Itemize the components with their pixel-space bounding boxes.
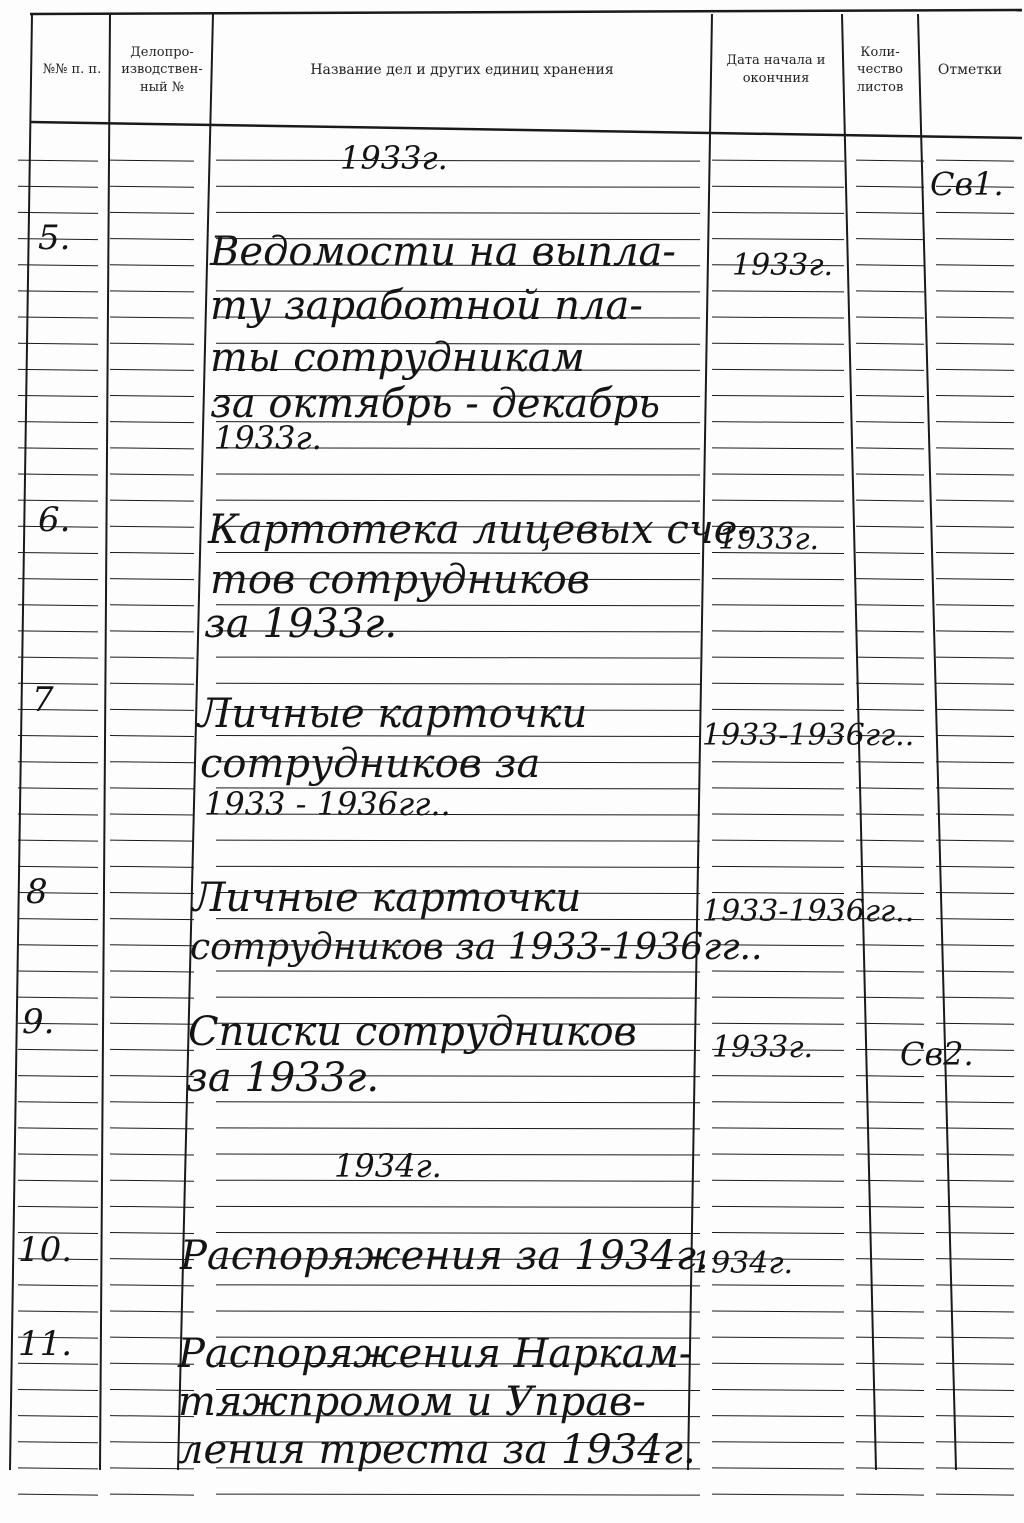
ruled-row-line [856,1311,924,1312]
ruled-row-line [712,160,844,161]
ruled-row-line [856,186,924,187]
ruled-row-line [712,369,844,370]
ruled-row-line [936,1416,1014,1417]
ruled-row-line [936,814,1014,815]
ruled-row-line [18,1128,98,1129]
ruled-row-line [712,1416,844,1417]
ruled-row-line [856,1180,924,1181]
ruled-row-line [936,369,1014,370]
ruled-row-line [712,840,844,841]
ruled-row-line [856,500,924,501]
ruled-row-line [18,291,98,292]
ruled-row-line [110,239,194,240]
year-heading-1934: 1934г. [334,1147,442,1185]
ruled-row-line [936,1468,1014,1469]
ruled-row-line [216,1154,700,1155]
ruled-row-line [712,239,844,240]
ruled-row-line [856,526,924,527]
ruled-row-line [110,265,194,266]
ruled-row-line [856,1494,924,1495]
ruled-row-line [856,631,924,632]
ruled-row-line [110,762,194,763]
ruled-row-line [110,552,194,553]
row-number: 5. [38,218,71,258]
ruled-row-line [936,265,1014,266]
ruled-row-line [110,788,194,789]
ruled-row-line [712,186,844,187]
ruled-row-line [18,814,98,815]
ruled-row-line [18,683,98,684]
ruled-row-line [712,474,844,475]
ruled-row-line [110,919,194,920]
row-title-line: за октябрь - декабрь [210,381,661,427]
ruled-row-line [18,605,98,606]
ruled-row-line [216,683,700,684]
ruled-row-line [856,396,924,397]
ruled-row-line [712,657,844,658]
ruled-row-line [936,892,1014,893]
ruled-row-line [18,396,98,397]
ruled-row-line [110,1285,194,1286]
ruled-row-line [712,1076,844,1077]
ruled-row-line [936,1206,1014,1207]
ruled-row-line [856,840,924,841]
ruled-row-line [856,1389,924,1390]
row-dates: 1933-1936гг.. [702,718,915,753]
ruled-row-line [216,500,700,501]
ruled-row-line [712,1128,844,1129]
ruled-row-line [856,683,924,684]
ruled-row-line [18,1416,98,1417]
ruled-row-line [936,709,1014,710]
row-dates: 1934г. [692,1246,794,1281]
ruled-row-line [110,1180,194,1181]
ruled-row-line [18,1049,98,1050]
ruled-row-line [110,212,194,213]
ruled-row-line [712,212,844,213]
ruled-row-line [856,1102,924,1103]
ruled-row-line [110,369,194,370]
ruled-row-line [18,631,98,632]
ruled-row-line [712,1180,844,1181]
ruled-row-line [216,657,700,658]
ruled-row-line [936,971,1014,972]
ruled-row-line [18,1311,98,1312]
row-title-line: Списки сотрудников [188,1009,637,1055]
ruled-row-line [856,291,924,292]
ruled-row-line [856,212,924,213]
ruled-row-line [936,448,1014,449]
ruled-row-line [18,422,98,423]
ruled-row-line [936,1389,1014,1390]
ruled-row-line [712,1311,844,1312]
ruled-row-line [712,343,844,344]
ruled-row-line [856,971,924,972]
row-number: 9. [22,1002,55,1042]
ruled-row-line [936,945,1014,946]
row-number: 7 [32,680,54,720]
ruled-row-line [712,500,844,501]
ruled-row-line [110,186,194,187]
row-notes: Св1. [930,165,1004,203]
ruled-row-line [856,448,924,449]
ruled-row-line [936,1102,1014,1103]
row-title-line: ления треста за 1934г. [178,1427,696,1473]
ruled-row-line [712,291,844,292]
ruled-row-line [712,866,844,867]
ruled-row-line [110,1206,194,1207]
ruled-row-line [712,1494,844,1495]
row-dates: 1933г. [732,248,834,283]
ruled-row-line [936,762,1014,763]
ruled-row-line [712,579,844,580]
row-title-line: тов сотрудников [210,557,590,603]
ruled-row-line [18,1102,98,1103]
ruled-row-line [712,1206,844,1207]
ruled-row-line [18,1442,98,1443]
ruled-row-line [18,1206,98,1207]
header-number: №№ п. п. [42,62,102,78]
row-title-line: 1933 - 1936гг.. [204,785,451,823]
ruled-row-line [712,605,844,606]
ruled-row-line [110,160,194,161]
ruled-row-line [856,160,924,161]
ruled-row-line [110,971,194,972]
row-title-line: Ведомости на выпла- [210,229,676,275]
ruled-row-line [18,448,98,449]
ruled-row-line [856,605,924,606]
ruled-row-line [712,448,844,449]
ruled-row-line [856,579,924,580]
ruled-row-line [856,1337,924,1338]
ruled-row-line [110,579,194,580]
ruled-row-line [110,500,194,501]
row-title-line: ту заработной пла- [210,283,643,329]
header-notes: Отметки [937,61,1003,78]
ruled-row-line [18,840,98,841]
column-divider [100,14,110,1470]
ruled-row-line [216,1180,700,1181]
ruled-row-line [712,814,844,815]
ruled-row-line [110,317,194,318]
ruled-row-line [110,343,194,344]
ruled-row-line [936,631,1014,632]
ruled-row-line [18,579,98,580]
ruled-row-line [18,1285,98,1286]
ruled-row-line [110,1102,194,1103]
row-dates: 1933-1936гг.. [702,894,915,929]
ruled-row-line [936,474,1014,475]
ruled-row-line [110,526,194,527]
ruled-row-line [110,892,194,893]
header-sheet-count: Коли- чество листов [856,44,904,95]
ruled-row-line [712,1102,844,1103]
ruled-row-line [18,945,98,946]
ruled-row-line [216,1285,700,1286]
ruled-row-line [936,291,1014,292]
ruled-row-line [18,657,98,658]
ruled-row-line [936,997,1014,998]
ruled-row-line [712,631,844,632]
ruled-row-line [856,762,924,763]
ruled-row-line [712,1442,844,1443]
ruled-row-line [18,317,98,318]
ruled-row-line [18,369,98,370]
ruled-row-line [856,945,924,946]
header-dates: Дата начала и окончния [726,53,826,86]
ruled-row-line [712,709,844,710]
row-number: 6. [38,500,71,540]
row-title-line: 1933г. [214,419,322,457]
ruled-row-line [712,1337,844,1338]
ruled-row-line [936,422,1014,423]
ruled-row-line [18,736,98,737]
ruled-row-line [18,343,98,344]
ruled-row-line [712,683,844,684]
ruled-row-line [936,736,1014,737]
ruled-row-line [110,396,194,397]
ruled-row-line [712,317,844,318]
row-title-line: сотрудников за [200,741,541,787]
ruled-row-line [110,1023,194,1024]
ruled-row-line [712,997,844,998]
row-number: 8 [26,872,48,912]
row-title-line: сотрудников за 1933-1936гг.. [190,927,763,968]
ruled-row-line [110,448,194,449]
ruled-row-line [110,291,194,292]
ruled-row-line [856,1468,924,1469]
ruled-row-line [936,919,1014,920]
ruled-row-line [936,500,1014,501]
ruled-row-line [856,1259,924,1260]
ruled-row-line [856,422,924,423]
ruled-row-line [936,1494,1014,1495]
column-divider [918,14,956,1470]
ruled-row-line [856,788,924,789]
ruled-row-line [936,396,1014,397]
ruled-row-line [110,1076,194,1077]
ruled-row-line [216,840,700,841]
ruled-row-line [936,317,1014,318]
ruled-row-line [110,997,194,998]
ruled-row-line [856,343,924,344]
ruled-row-line [856,1416,924,1417]
ruled-row-line [712,762,844,763]
ruled-row-line [856,552,924,553]
ruled-row-line [18,1389,98,1390]
ruled-row-line [18,1494,98,1495]
ruled-row-line [936,1233,1014,1234]
row-title-line: за 1933г. [204,601,398,647]
ruled-row-line [712,1233,844,1234]
ruled-row-line [18,709,98,710]
ruled-row-line [18,1180,98,1181]
ruled-row-line [110,683,194,684]
ruled-row-line [216,1128,700,1129]
ruled-row-line [110,866,194,867]
ruled-row-line [936,1311,1014,1312]
ruled-row-line [936,343,1014,344]
ruled-row-line [936,866,1014,867]
ruled-row-line [110,1049,194,1050]
ruled-row-line [856,369,924,370]
ruled-row-line [18,762,98,763]
ruled-row-line [856,866,924,867]
ruled-row-line [110,631,194,632]
ruled-row-line [936,840,1014,841]
ruled-row-line [18,265,98,266]
row-title-line: Распоряжения за 1934г. [180,1233,709,1279]
row-title-line: Личные карточки [192,875,582,921]
ruled-row-line [856,239,924,240]
ruled-row-line [18,474,98,475]
ruled-row-line [18,971,98,972]
ruled-row-line [18,1076,98,1077]
ruled-row-line [110,474,194,475]
ruled-row-line [856,1128,924,1129]
ruled-row-line [110,840,194,841]
ruled-row-line [936,526,1014,527]
ruled-row-line [856,1442,924,1443]
header-office-number: Делопро- изводствен- ный № [121,44,203,95]
ruled-row-line [936,239,1014,240]
ruled-row-line [110,736,194,737]
row-number: 10. [18,1230,73,1270]
ruled-row-line [216,1311,700,1312]
ruled-row-line [936,1442,1014,1443]
ruled-row-line [216,474,700,475]
ruled-row-line [936,605,1014,606]
ruled-row-line [18,1468,98,1469]
ruled-row-line [216,1494,700,1495]
ruled-row-line [18,788,98,789]
ruled-row-line [216,212,700,213]
ruled-row-line [712,396,844,397]
row-title-line: за 1933г. [186,1055,380,1101]
ruled-row-line [712,422,844,423]
ruled-row-line [856,474,924,475]
ruled-row-line [110,1154,194,1155]
ruled-row-line [936,212,1014,213]
header-title: Название дел и других единиц хранения [310,61,614,78]
year-heading-1933: 1933г. [340,139,448,177]
ruled-row-line [18,919,98,920]
ruled-row-line [110,709,194,710]
ruled-row-line [216,1206,700,1207]
ruled-row-line [856,317,924,318]
ruled-row-line [110,422,194,423]
ruled-row-line [856,1206,924,1207]
row-title-line: ты сотрудникам [210,335,585,381]
ruled-row-line [110,1494,194,1495]
ruled-row-line [110,605,194,606]
ruled-row-line [216,997,700,998]
row-notes: Св2. [900,1035,974,1073]
ruled-row-line [110,945,194,946]
ruled-row-line [216,160,700,161]
row-title-line: Личные карточки [198,691,588,737]
ruled-row-line [712,1154,844,1155]
ruled-row-line [712,1389,844,1390]
ruled-row-line [110,1128,194,1129]
ruled-row-line [936,552,1014,553]
ruled-row-line [936,1259,1014,1260]
ruled-row-line [936,1337,1014,1338]
ruled-row-line [936,657,1014,658]
row-title-line: Распоряжения Наркам- [178,1331,693,1377]
ruled-row-line [110,657,194,658]
ruled-row-line [936,683,1014,684]
ruled-row-line [856,657,924,658]
ruled-row-line [712,1468,844,1469]
ruled-row-line [18,552,98,553]
ruled-row-line [856,997,924,998]
ruled-row-line [936,579,1014,580]
ruled-row-line [712,1363,844,1364]
ruled-row-line [936,1363,1014,1364]
row-dates: 1933г. [712,1030,814,1065]
ruled-row-line [216,186,700,187]
ruled-row-line [216,866,700,867]
row-title-line: Картотека лицевых сче- [208,507,751,553]
ruled-row-line [936,788,1014,789]
ruled-row-line [936,1285,1014,1286]
ruled-row-line [110,814,194,815]
row-dates: 1933г. [718,522,820,557]
ruled-row-line [936,1023,1014,1024]
ruled-row-line [856,1154,924,1155]
ruled-row-line [856,1233,924,1234]
ruled-row-line [856,1363,924,1364]
row-number: 11. [18,1324,73,1364]
ruled-row-line [856,1285,924,1286]
ruled-row-line [856,814,924,815]
ruled-row-line [18,1154,98,1155]
row-title-line: тяжпромом и Управ- [178,1379,646,1425]
ruled-row-line [856,265,924,266]
ruled-row-line [856,709,924,710]
ruled-row-line [712,788,844,789]
